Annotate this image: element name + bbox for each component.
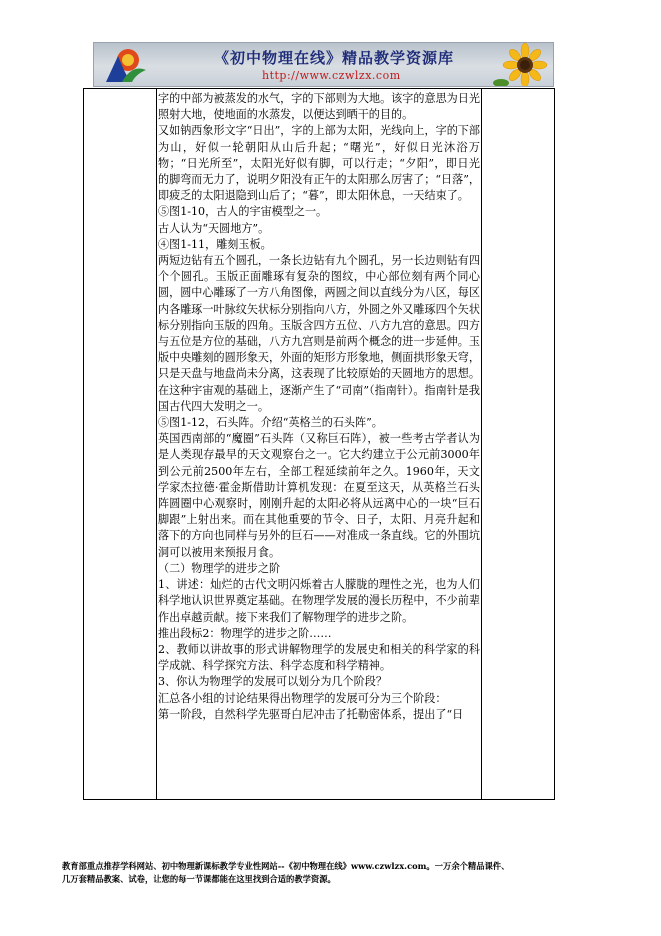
paragraph: 1、讲述：灿烂的古代文明闪烁着古人朦胧的理性之光，也为人们科学地认识世界奠定基础。在物理学发展的漫长历程中，不少前辈作出卓越贡献。接下来我们了解物理学的进步之阶。 bbox=[158, 578, 480, 624]
paragraph: ⑤图1-12，石头阵。介绍“英格兰的石头阵”。 bbox=[158, 416, 383, 430]
paragraph: 古人认为“天圆地方”。 bbox=[158, 221, 270, 235]
paragraph: 又如钠西象形文字“日出”，字的上部为太阳，光线向上，字的下部为山，好似一轮朝阳从山后升起；“曙光”，好似日光沐浴万物；“日光所至”，太阳光好似有脚，可以行走；“夕阳”，即日光的脚弯而无力了，说明夕阳没有正午的太阳那么厉害了；“日落”，即疲乏的太阳退隐到山后了；“暮”，即太阳休息，一天结束了。 bbox=[158, 124, 480, 203]
logo-icon bbox=[102, 46, 148, 84]
header-banner bbox=[93, 42, 554, 87]
paragraph: 两短边钻有五个圆孔，一条长边钻有九个圆孔，另一长边则钻有四个个圆孔。玉版正面雕琢有复杂的图纹，中心部位刻有两个同心圆，圆中心雕琢了一方八角图像，两圆之间以直线分为八区，每区内各雕琢一叶脉纹矢状标分别指向八方，外圆之外又雕琢四个矢状标分别指向玉版的四角。玉版含四方五位、八方九宫的意思。四方与五位是方位的基础，八方九宫则是前两个概念的进一步延伸。玉版中央雕刻的圆形象天，外面的矩形方形象地，侧面拱形象天穹，只是天盘与地盘尚未分离，这表现了比较原始的天圆地方的思想。在这种宇宙观的基础上，逐渐产生了“司南”（指南针）。指南针是我国古代四大发明之一。 bbox=[158, 254, 480, 413]
table-divider bbox=[481, 89, 482, 799]
banner-title: 《初中物理在线》精品教学资源库 bbox=[214, 49, 455, 67]
paragraph: 字的中部为被蒸发的水气，字的下部则为大地。该字的意思为日光照射大地，使地面的水蒸发，以便达到晒干的目的。 bbox=[158, 92, 480, 122]
table-divider bbox=[156, 89, 157, 799]
paragraph: 2、教师以讲故事的形式讲解物理学的发展史和相关的科学家的科学成就、科学探究方法、科学态度和科学精神。 bbox=[158, 642, 480, 673]
paragraph: 第一阶段，自然科学先驱哥白尼冲击了托勒密体系，提出了“日 bbox=[158, 707, 464, 721]
lesson-content bbox=[158, 91, 480, 723]
paragraph: 推出段标2：物理学的进步之阶…… bbox=[158, 626, 332, 640]
banner-url: http://www.czwlzx.com bbox=[262, 69, 401, 82]
footer-line: 几万套精品教案、试卷，让您的每一节课都能在这里找到合适的教学资源。 bbox=[62, 874, 336, 884]
paragraph: ④图1-11，雕刻玉板。 bbox=[158, 237, 272, 251]
footer-line: 教育部重点推荐学科网站、初中物理新课标教学专业性网站--《初中物理在线》www.czwlzx.com。一万余个精品课件、 bbox=[62, 861, 510, 871]
paragraph: 3、你认为物理学的发展可以划分为几个阶段？ bbox=[158, 675, 387, 689]
section-heading: （二）物理学的进步之阶 bbox=[158, 561, 281, 575]
lesson-table bbox=[83, 88, 555, 800]
sunflower-icon bbox=[493, 43, 551, 87]
paragraph: ⑤图1-10，古人的宇宙模型之一。 bbox=[158, 205, 328, 219]
page-footer bbox=[62, 860, 602, 886]
paragraph: 汇总各小组的讨论结果得出物理学的发展可分为三个阶段： bbox=[158, 691, 447, 705]
paragraph: 英国西南部的“魔圈”石头阵（又称巨石阵），被一些考古学者认为是人类现存最早的天文观察台之一。它大约建立于公元前3000年到公元前2500年左右，全部工程延续前年之久。1960年，天文学家杰拉德·霍金斯借助计算机发现：在夏至这天，从英格兰石头阵圆圈中心观察时，刚刚升起的太阳必将从远离中心的一块“巨石脚跟”上射出来。而在其他重要的节令、日子，太阳、月亮升起和落下的方向也同样与另外的巨石——对准成一条直线。它的外围坑洞可以被用来预报月食。 bbox=[158, 432, 480, 559]
